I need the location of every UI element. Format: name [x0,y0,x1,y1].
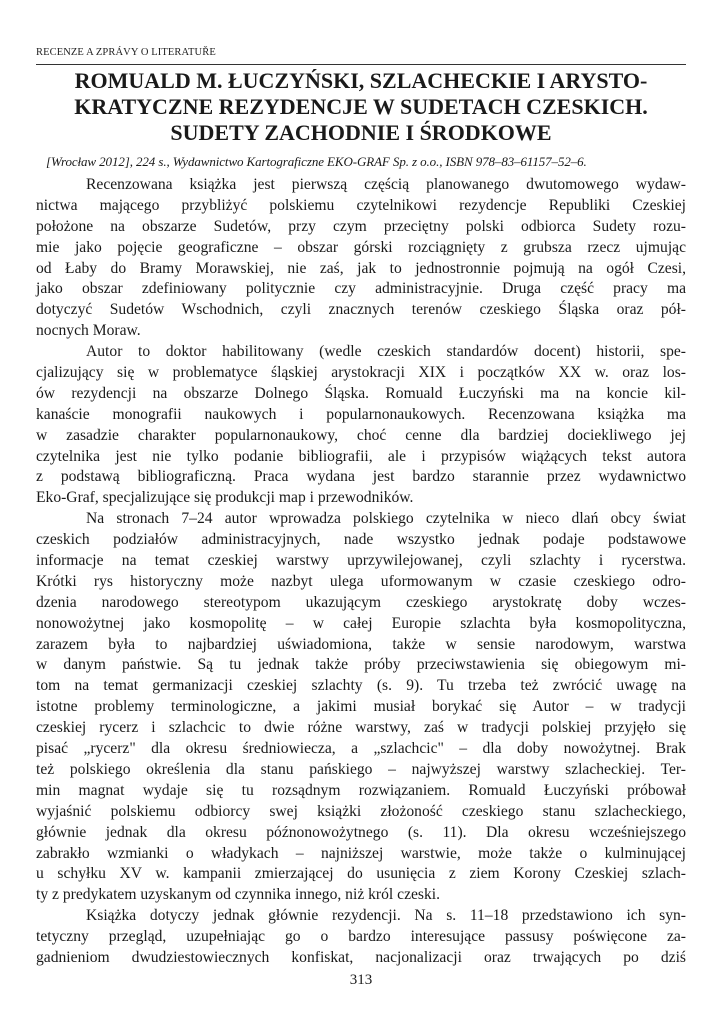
body-line: w zasadzie charakter popularnonaukowy, choć cenne dla bardziej dociekliwego jej [36,426,686,444]
body-line: nictwa mającego przybliżyć polskiemu czytelnikowi rezydencje Republiki Czeskiej [36,196,686,214]
body-line: Autor to doktor habilitowany (wedle czeskich standardów docent) historii, spe- [86,343,686,361]
body-line: w danym państwie. Są tu jednak także próby przeciwstawienia się obiegowym mi- [36,656,686,674]
body-line: ty z predykatem uzyskanym od czynnika innego, niż król czeski. [36,886,441,904]
title-line: KRATYCZNE REZYDENCJE W SUDETACH CZESKICH. [74,94,648,119]
body-line: nocnych Moraw. [36,322,141,340]
body-line: Na stronach 7–24 autor wprowadza polskiego czytelnika w nieco dlań obcy świat [86,510,686,528]
body-line: kanaście monografii naukowych i popularnonaukowych. Recenzowana książka ma [36,405,686,423]
body-line: Krótki rys historyczny może nazbyt ulega uformowanym w czasie czeskiego odro- [36,572,686,590]
page-number: 313 [349,972,373,988]
body-line: czeskiej rycerz i szlachcic to dwie różne warstwy, zaś w tradycji polskiej przyjęło się [36,719,686,737]
header-rule [36,64,686,65]
title-line: SUDETY ZACHODNIE I ŚRODKOWE [170,120,552,145]
body-line: wyjaśnić polskiemu odbiorcy swej książki złożoność czeskiego stanu szlacheckiego, [36,802,686,820]
bibliographic-note: [Wrocław 2012], 224 s., Wydawnictwo Kartograficzne EKO-GRAF Sp. z o.o., ISBN 978–83–61157–52–6. [46,154,587,169]
body-line: tom na temat germanizacji czeskiej szlachty (s. 9). Tu trzeba też zwrócić uwagę na [36,677,686,695]
body-line: Eko-Graf, specjalizujące się produkcji map i przewodników. [36,489,414,507]
body-line: ów rezydencji na obszarze Dolnego Śląska. Romuald Łuczyński ma na koncie kil- [36,384,686,402]
body-line: z podstawą bibliograficzną. Praca wydana jest bardzo starannie przez wydawnictwo [36,468,686,486]
body-line: pisać „rycerz" dla okresu średniowiecza, a „szlachcic" – dla doby nowożytnej. Brak [36,740,686,758]
body-line: jako obszar zdefiniowany politycznie czy administracyjnie. Druga część pracy ma [36,280,686,298]
body-line: istotne problemy terminologiczne, a jakimi musiał borykać się Autor – w tradycji [36,698,686,716]
article-title [36,68,686,146]
body-line: nonowożytnej jako kosmopolitę – w całej Europie szlachta była kosmopolityczna, [36,614,686,632]
review-body [36,175,686,969]
body-line: zabrakło wzmianki o władykach – najniższej warstwie, może także o kulminującej [36,844,686,862]
body-line: min magnat wydaje się tu rozsądnym rozwiązaniem. Romuald Łuczyński próbował [36,781,686,799]
body-line: czytelnika jest nie tylko podanie bibliografii, ale i przypisów wiążących tekst autora [36,447,686,465]
body-line: czeskich podziałów administracyjnych, nade wszystko jednak podaje podstawowe [36,531,686,549]
body-line: gadnieniom dwudziestowiecznych konfiskat, nacjonalizacji oraz trwających po dziś [36,948,686,966]
body-line: dzenia narodowego stereotypom ukazującym czeskiego arystokratę doby wczes- [36,593,686,611]
body-line: Recenzowana książka jest pierwszą częścią planowanego dwutomowego wydaw- [86,176,686,193]
title-line: ROMUALD M. ŁUCZYŃSKI, SZLACHECKIE I ARYSTO- [74,68,648,93]
body-line: położone na obszarze Sudetów, przy czym przeciętny polski odbiorca Sudety rozu- [36,217,686,235]
body-line: tetyczny przegląd, uzupełniając go o bardzo interesujące passusy poświęcone za- [36,928,686,946]
body-line: u schyłku XV w. kampanii zmierzającej do usunięcia z ziem Korony Czeskiej szlach- [36,865,686,883]
body-line: też polskiego określenia dla stanu pańskiego – najwyższej warstwy szlacheckiej. Ter- [36,760,686,778]
body-line: informacje na temat czeskiej warstwy uprzywilejowanej, czyli szlachty i rycerstwa. [36,552,686,570]
running-head: RECENZE A ZPRÁVY O LITERATUŘE [36,47,216,58]
body-line: dotyczyć Sudetów Wschodnich, czyli znacznych terenów czeskiego Śląska oraz pół- [36,301,686,319]
body-line: głównie jednak dla okresu późnonowożytnego (s. 11). Dla okresu wcześniejszego [36,823,686,841]
body-line: mie jako pojęcie geograficzne – obszar górski rozciągnięty z grubsza rzecz ujmując [36,238,686,256]
body-line: cjalizujący się w problematyce śląskiej arystokracji XIX i początków XX w. oraz los- [36,364,686,382]
body-line: zarazem była to najbardziej uświadomiona, także w sensie narodowym, warstwa [36,635,686,653]
body-line: Książka dotyczy jednak głównie rezydencji. Na s. 11–18 przedstawiono ich syn- [86,907,686,925]
body-line: od Łaby do Bramy Morawskiej, nie zaś, jak to jednostronnie pojmują na ogół Czesi, [36,259,686,277]
